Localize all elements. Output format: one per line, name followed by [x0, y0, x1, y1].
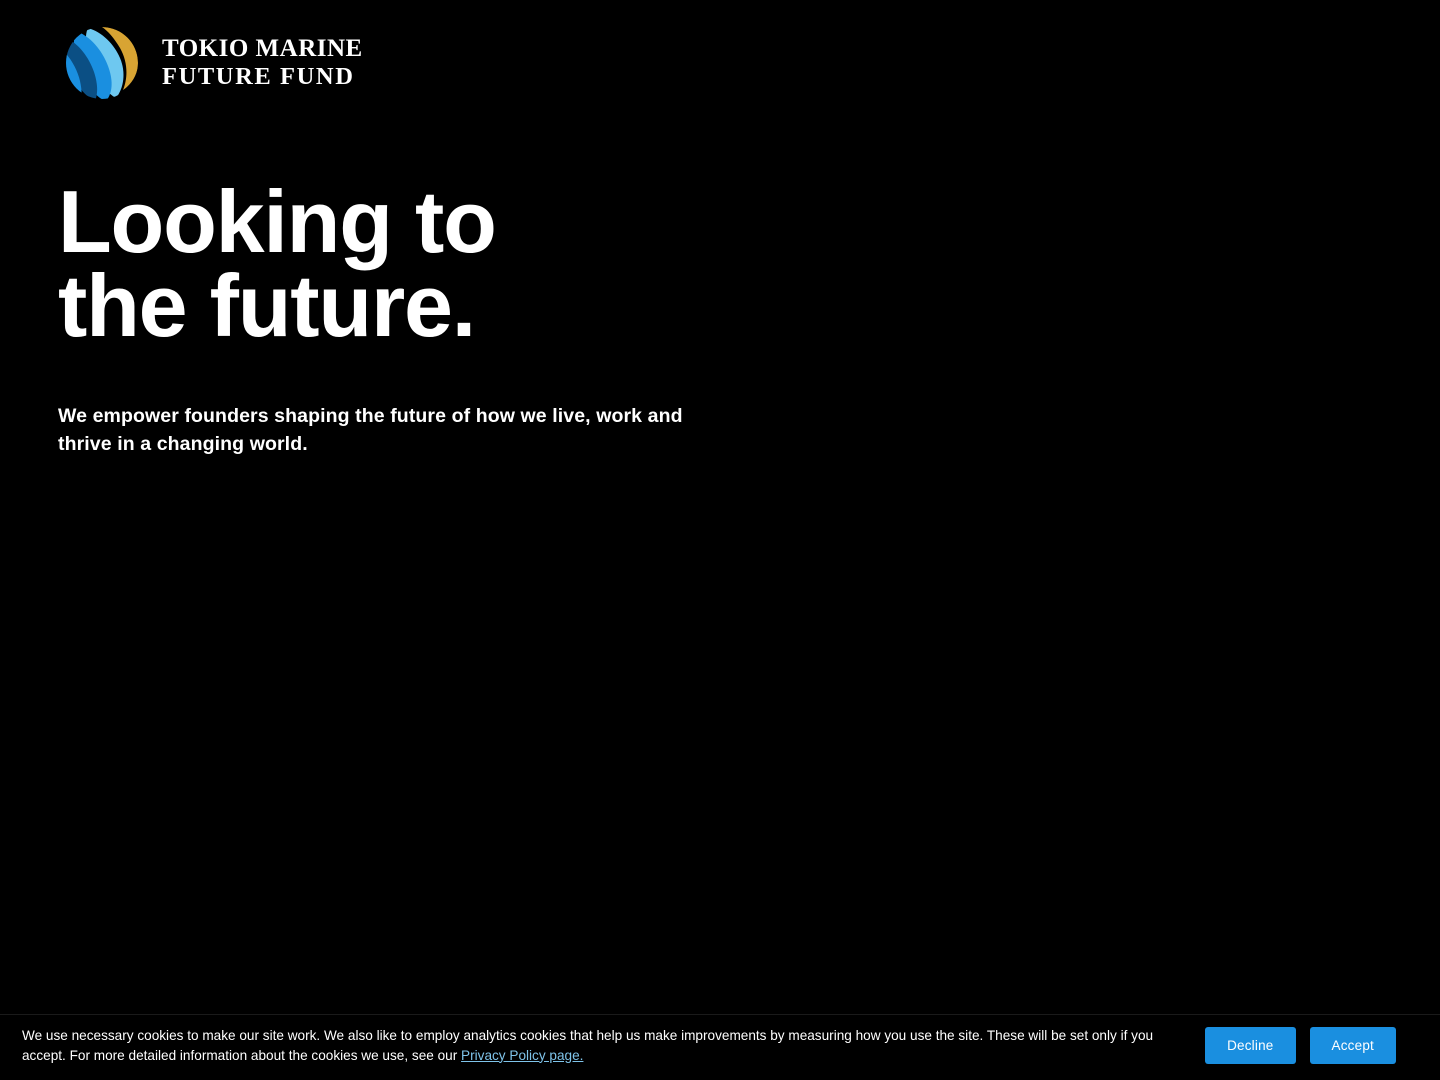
- hero-section: [58, 172, 818, 459]
- cookie-consent-text: [22, 1026, 1181, 1065]
- site-header: [0, 0, 1440, 125]
- decline-cookies-button[interactable]: Decline: [1205, 1027, 1295, 1064]
- logo-line-1: TOKIO MARINE: [162, 34, 363, 62]
- cookie-actions: [1205, 1027, 1418, 1064]
- privacy-policy-link[interactable]: Privacy Policy page.: [461, 1047, 584, 1063]
- logo-line-2: FUTURE FUND: [162, 62, 355, 90]
- accept-cookies-button[interactable]: Accept: [1310, 1027, 1396, 1064]
- page-title: Looking to the future.: [58, 172, 496, 355]
- logo-wordmark: [162, 35, 363, 90]
- cookie-consent-text-body: We use necessary cookies to make our site work. We also like to employ analytics cookies that help us make improvements by measuring how you use the site. These will be set only if you accept. For more detailed information about the cookies we use, see our: [22, 1027, 1154, 1063]
- cookie-consent-banner: [0, 1014, 1440, 1080]
- hero-subtitle: We empower founders shaping the future of how we live, work and thrive in a changing world.: [58, 405, 683, 455]
- site-logo-link[interactable]: [58, 24, 363, 102]
- tokio-marine-globe-logo-icon: [58, 24, 146, 102]
